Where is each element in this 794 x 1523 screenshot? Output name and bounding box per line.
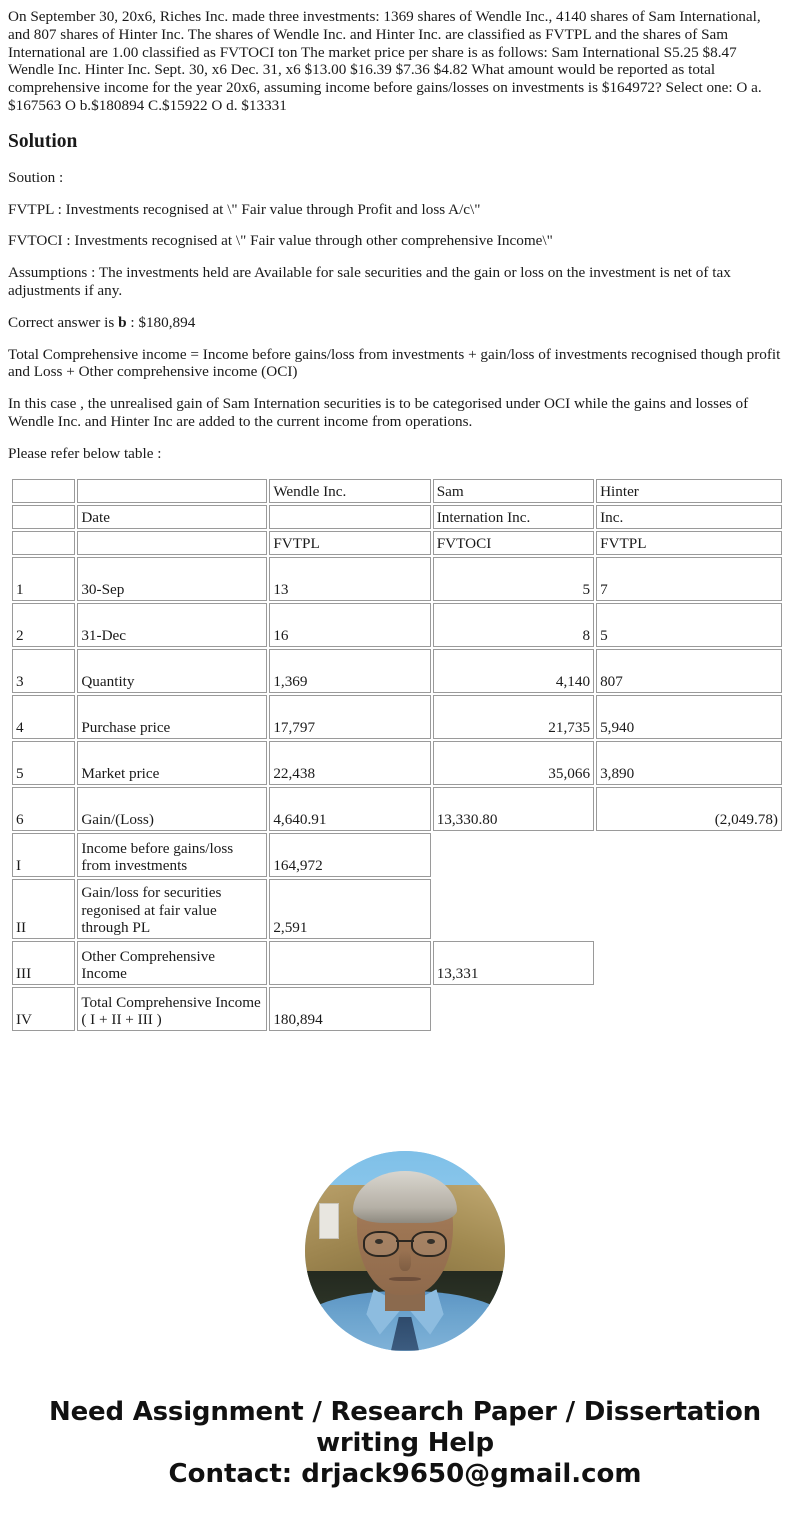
- cell-sam: 8: [433, 603, 594, 647]
- cell-hinter: [596, 941, 782, 985]
- header-cell-wendle: Wendle Inc.: [269, 479, 430, 503]
- header-cell-classification-sam: FVTOCI: [433, 531, 594, 555]
- question-paragraph: On September 30, 20x6, Riches Inc. made three investments: 1369 shares of Wendle Inc., 4140 shares of Sam International, and 807 shares of Hinter Inc. The shares of Wendle Inc. and Hinter Inc. are classified as FVTPL and the shares of Sam International are 1.00 classified as FVTOCI ton The market price per share is as follows: Sam International S5.25 $8.47 Wendle Inc. Hinter Inc. Sept. 30, x6 Dec. 31, x6 $13.00 $16.39 $7.36 $4.82 What amount would be reported as total comprehensive income for the year 20x6, assuming income before gains/losses on investments is $164972? Select one: O a. $167563 O b.$180894 C.$15922 O d. $13331: [8, 8, 762, 114]
- table-body: [12, 479, 782, 1031]
- footer: [8, 1397, 794, 1510]
- cell-sam: 13,331: [433, 941, 594, 985]
- header-cell-sam: Internation Inc.: [433, 505, 594, 529]
- table-row: [12, 557, 782, 601]
- case-note-paragraph: In this case , the unrealised gain of Sam Internation securities is to be categorised under OCI while the gains and losses of Wendle Inc. and Hinter Inc are added to the current income from operations.: [8, 395, 749, 430]
- row-number: 3: [12, 649, 75, 693]
- avatar-glasses-bridge: [396, 1240, 414, 1242]
- formula-paragraph: Total Comprehensive income = Income before gains/loss from investments + gain/loss of investments recognised though profit and Loss + Other comprehensive income (OCI): [8, 345, 781, 381]
- solution-heading: Solution: [8, 130, 78, 152]
- table-header-row: [12, 531, 782, 555]
- cell-wendle: 16: [269, 603, 430, 647]
- fvtpl-definition: FVTPL : Investments recognised at \" Fair value through Profit and loss A/c\": [8, 200, 481, 218]
- cell-hinter: 5,940: [596, 695, 782, 739]
- row-label: Gain/loss for securities regonised at fair value through PL: [77, 879, 267, 939]
- header-cell-index: [12, 479, 75, 503]
- row-number: 5: [12, 741, 75, 785]
- correct-answer-prefix: Correct answer is: [8, 313, 119, 331]
- row-number: I: [12, 833, 75, 877]
- row-label: 31-Dec: [77, 603, 267, 647]
- cell-sam: 4,140: [433, 649, 594, 693]
- header-cell-index: [12, 505, 75, 529]
- row-label: Quantity: [77, 649, 267, 693]
- correct-answer-letter: b: [118, 313, 127, 331]
- cell-wendle: 4,640.91: [269, 787, 430, 831]
- table-header-row: [12, 505, 782, 529]
- table-intro: Please refer below table :: [8, 444, 162, 462]
- header-cell-date: Date: [77, 505, 267, 529]
- header-cell-index: [12, 531, 75, 555]
- row-number: 4: [12, 695, 75, 739]
- cell-hinter: [596, 987, 782, 1031]
- cell-sam: 13,330.80: [433, 787, 594, 831]
- table-row: [12, 879, 782, 939]
- header-cell-label: [77, 531, 267, 555]
- table-row: [12, 649, 782, 693]
- cell-sam: [433, 879, 594, 939]
- cell-hinter: 5: [596, 603, 782, 647]
- cell-sam: 21,735: [433, 695, 594, 739]
- row-label: Market price: [77, 741, 267, 785]
- correct-answer-line: [8, 314, 786, 332]
- cell-wendle: 17,797: [269, 695, 430, 739]
- avatar-nose: [399, 1251, 411, 1271]
- table-row: [12, 941, 782, 985]
- row-label: Income before gains/loss from investments: [77, 833, 267, 877]
- cell-hinter: [596, 833, 782, 877]
- avatar-container: [8, 1151, 794, 1351]
- header-cell-label: [77, 479, 267, 503]
- row-label: Total Comprehensive Income ( I + II + III ): [77, 987, 267, 1031]
- cell-wendle: 13: [269, 557, 430, 601]
- header-cell-hinter: Inc.: [596, 505, 782, 529]
- cell-wendle: [269, 941, 430, 985]
- avatar: [305, 1151, 505, 1351]
- cell-wendle: 180,894: [269, 987, 430, 1031]
- cell-sam: 5: [433, 557, 594, 601]
- footer-headline: Need Assignment / Research Paper / Dissertation writing Help: [49, 1396, 761, 1458]
- table-header-row: [12, 479, 782, 503]
- avatar-eye-left: [375, 1239, 383, 1244]
- header-cell-classification-wendle: FVTPL: [269, 531, 430, 555]
- row-number: 2: [12, 603, 75, 647]
- table-row: [12, 987, 782, 1031]
- header-cell-wendle: [269, 505, 430, 529]
- cell-sam: [433, 987, 594, 1031]
- table-row: [12, 741, 782, 785]
- cell-hinter: (2,049.78): [596, 787, 782, 831]
- table-row: [12, 695, 782, 739]
- row-label: Purchase price: [77, 695, 267, 739]
- table-row: [12, 603, 782, 647]
- cell-wendle: 22,438: [269, 741, 430, 785]
- avatar-background-switch: [319, 1203, 339, 1239]
- row-number: 6: [12, 787, 75, 831]
- row-number: 1: [12, 557, 75, 601]
- row-label: Gain/(Loss): [77, 787, 267, 831]
- row-number: III: [12, 941, 75, 985]
- cell-sam: 35,066: [433, 741, 594, 785]
- fvtoci-definition: FVTOCI : Investments recognised at \" Fair value through other comprehensive Income\": [8, 232, 553, 250]
- assumptions-paragraph: Assumptions : The investments held are Available for sale securities and the gain or loss on the investment is net of tax adjustments if any.: [8, 264, 731, 299]
- solution-intro: Soution :: [8, 168, 64, 186]
- cell-hinter: [596, 879, 782, 939]
- header-cell-classification-hinter: FVTPL: [596, 531, 782, 555]
- cell-wendle: 1,369: [269, 649, 430, 693]
- avatar-mouth: [389, 1277, 421, 1281]
- row-label: 30-Sep: [77, 557, 267, 601]
- correct-answer-value: : $180,894: [126, 313, 196, 331]
- table-row: [12, 787, 782, 831]
- cell-hinter: 7: [596, 557, 782, 601]
- header-cell-hinter: Hinter: [596, 479, 782, 503]
- row-number: II: [12, 879, 75, 939]
- cell-wendle: 164,972: [269, 833, 430, 877]
- cell-sam: [433, 833, 594, 877]
- cell-hinter: 3,890: [596, 741, 782, 785]
- cell-hinter: 807: [596, 649, 782, 693]
- row-number: IV: [12, 987, 75, 1031]
- comprehensive-income-table: [10, 477, 784, 1033]
- avatar-eye-right: [427, 1239, 435, 1244]
- cell-wendle: 2,591: [269, 879, 430, 939]
- footer-contact: Contact: drjack9650@gmail.com: [168, 1458, 642, 1489]
- header-cell-sam: Sam: [433, 479, 594, 503]
- row-label: Other Comprehensive Income: [77, 941, 267, 985]
- table-row: [12, 833, 782, 877]
